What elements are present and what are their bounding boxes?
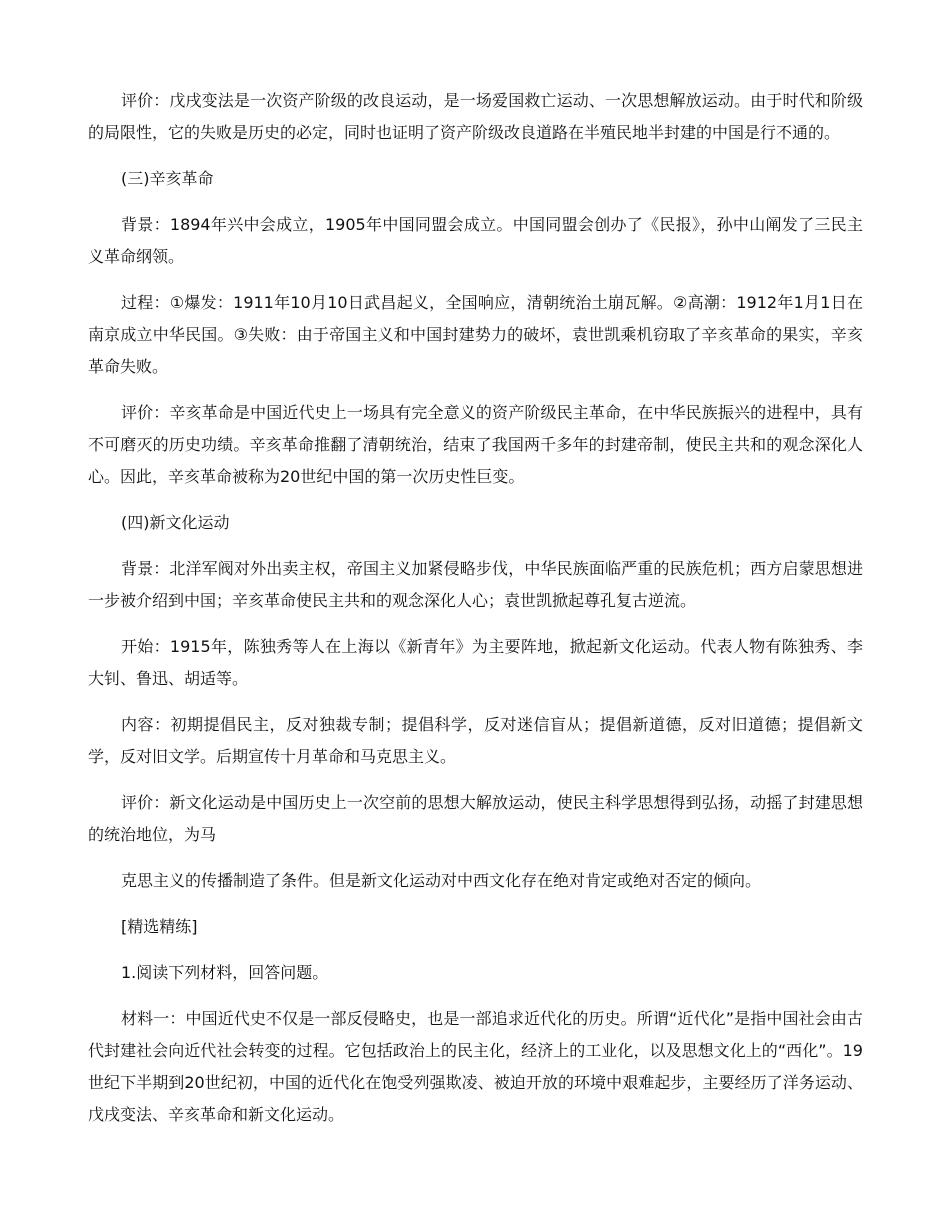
paragraph-xinhai-background: 背景：1894年兴中会成立，1905年中国同盟会成立。中国同盟会创办了《民报》，孙中山阐发了三民主义革命纲领。 <box>88 215 863 266</box>
material-one-text: 材料一：中国近代史不仅是一部反侵略史，也是一部追求近代化的历史。所谓“近代化”是指中国社会由古代封建社会向近代社会转变的过程。它包括政治上的民主化，经济上的工业化，以及思想文化上的“西化”。19世纪下半期到20世纪初，中国的近代化在饱受列强欺凌、被迫开放的环境中艰难起步，主要经历了洋务运动、戊戌变法、辛亥革命和新文化运动。 <box>88 1009 863 1124</box>
paragraph-xinhai-process: 过程：①爆发：1911年10月10日武昌起义，全国响应，清朝统治土崩瓦解。②高潮：1912年1月1日在南京成立中华民国。③失败：由于帝国主义和中国封建势力的破坏，袁世凯乘机窃取了辛亥革命的果实，辛亥革命失败。 <box>88 293 863 376</box>
paragraph-new-culture-start: 开始：1915年，陈独秀等人在上海以《新青年》为主要阵地，掀起新文化运动。代表人物有陈独秀、李大钊、鲁迅、胡适等。 <box>88 637 863 688</box>
paragraph-new-culture-content: 内容：初期提倡民主，反对独裁专制；提倡科学，反对迷信盲从；提倡新道德，反对旧道德；提倡新文学，反对旧文学。后期宣传十月革命和马克思主义。 <box>88 715 863 766</box>
document-body <box>88 85 863 1145</box>
section-heading-exercises: [精选精练] <box>121 917 198 936</box>
paragraph-new-culture-evaluation-cont: 克思主义的传播制造了条件。但是新文化运动对中西文化存在绝对肯定或绝对否定的倾向。 <box>121 871 762 890</box>
paragraph-wuxu-evaluation: 评价：戊戌变法是一次资产阶级的改良运动，是一场爱国救亡运动、一次思想解放运动。由于时代和阶级的局限性，它的失败是历史的必定，同时也证明了资产阶级改良道路在半殖民地半封建的中国是行不通的。 <box>88 91 863 142</box>
paragraph-xinhai-evaluation: 评价：辛亥革命是中国近代史上一场具有完全意义的资产阶级民主革命，在中华民族振兴的进程中，具有不可磨灭的历史功绩。辛亥革命推翻了清朝统治，结束了我国两千多年的封建帝制，使民主共和的观念深化人心。因此，辛亥革命被称为20世纪中国的第一次历史性巨变。 <box>88 403 863 486</box>
section-heading-xinhai: (三)辛亥革命 <box>121 169 214 188</box>
section-heading-new-culture: (四)新文化运动 <box>121 513 230 532</box>
paragraph-new-culture-background: 背景：北洋军阀对外出卖主权，帝国主义加紧侵略步伐，中华民族面临严重的民族危机；西方启蒙思想进一步被介绍到中国；辛亥革命使民主共和的观念深化人心；袁世凯掀起尊孔复古逆流。 <box>88 559 863 610</box>
question-1-prompt: 1.阅读下列材料，回答问题。 <box>121 963 329 982</box>
paragraph-new-culture-evaluation: 评价：新文化运动是中国历史上一次空前的思想大解放运动，使民主科学思想得到弘扬，动摇了封建思想的统治地位，为马 <box>88 793 863 844</box>
